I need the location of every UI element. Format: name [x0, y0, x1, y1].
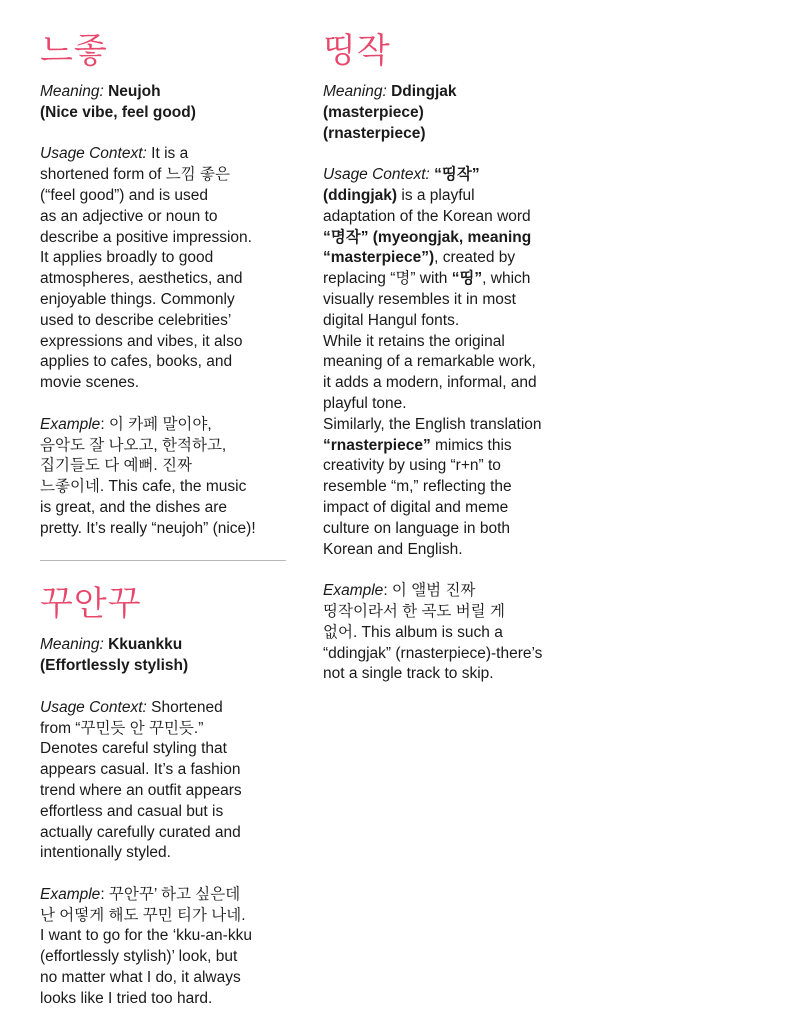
usage-line: as an adjective or noun to — [40, 207, 218, 225]
usage-line: used to describe celebrities’ — [40, 311, 232, 329]
usage-line: It is a — [151, 145, 189, 163]
usage-segment: Korean and English. — [323, 540, 463, 558]
usage-segment: adaptation of the Korean word — [323, 207, 531, 225]
meaning-line: (Nice vibe, feel good) — [40, 103, 196, 121]
example-block — [323, 581, 575, 685]
term-ddingjak — [323, 28, 575, 685]
meaning-block — [40, 635, 292, 677]
meaning-label: Meaning: — [323, 83, 387, 100]
usage-line: Denotes careful styling that — [40, 740, 227, 758]
term-kkuankku — [40, 581, 292, 1009]
example-line: : 이 앨범 진짜 — [383, 582, 476, 600]
example-label: Example — [40, 885, 101, 903]
usage-segment: visually resembles it in most — [323, 290, 516, 308]
meaning-label: Meaning: — [40, 83, 104, 100]
usage-segment: replacing “명” with — [323, 270, 452, 288]
usage-segment: , which — [482, 270, 531, 288]
example-line: 집기들도 다 예뻐. 진짜 — [40, 457, 192, 475]
example-line: 띵작이라서 한 곡도 버릴 게 — [323, 602, 505, 620]
example-line: 느좋이네. This cafe, the music — [40, 478, 247, 496]
example-line: is great, and the dishes are — [40, 498, 227, 516]
usage-line: (“feel good”) and is used — [40, 186, 209, 204]
example-line: 없어. This album is such a — [323, 623, 503, 641]
usage-segment: it adds a modern, informal, and — [323, 374, 537, 392]
usage-line: expressions and vibes, it also — [40, 332, 243, 350]
example-line: looks like I tried too hard. — [40, 989, 213, 1007]
usage-segment: Similarly, the English translation — [323, 415, 542, 433]
romanization: Kkuankku — [108, 636, 183, 654]
example-line: : 이 카페 말이야, — [100, 415, 212, 433]
usage-block — [40, 698, 292, 864]
term-title: 꾸안꾸 — [40, 584, 142, 625]
example-label: Example — [40, 415, 101, 433]
romanization: Ddingjak — [391, 83, 457, 100]
usage-segment: (ddingjak) — [323, 186, 398, 204]
usage-line: Shortened — [151, 698, 223, 716]
usage-segment: “띵작” — [434, 166, 480, 184]
usage-segment: , created by — [434, 249, 516, 267]
usage-segment: creativity by using “r+n” to — [323, 457, 501, 475]
usage-segment: While it retains the original — [323, 332, 505, 350]
example-line: not a single track to skip. — [323, 665, 494, 683]
usage-block — [323, 165, 575, 560]
example-line: “ddingjak” (rnasterpiece)-there’s — [323, 644, 543, 662]
example-line: : 꾸안꾸’ 하고 싶은데 — [100, 885, 241, 903]
section-divider — [40, 560, 286, 561]
usage-line: trend where an outfit appears — [40, 781, 242, 799]
usage-block — [40, 144, 292, 394]
usage-line: describe a positive impression. — [40, 228, 252, 246]
usage-segment: playful tone. — [323, 394, 407, 412]
usage-label: Usage Context: — [40, 698, 147, 716]
usage-segment: is a playful — [397, 186, 475, 204]
usage-segment: meaning of a remarkable work, — [323, 353, 536, 371]
usage-line: enjoyable things. Commonly — [40, 290, 235, 308]
example-block — [40, 885, 292, 1010]
romanization: Neujoh — [108, 83, 161, 100]
usage-label: Usage Context: — [323, 166, 430, 184]
usage-line: atmospheres, aesthetics, and — [40, 270, 243, 288]
usage-line: intentionally styled. — [40, 844, 171, 862]
usage-segment: culture on language in both — [323, 519, 511, 537]
term-title: 느좋 — [40, 31, 108, 71]
meaning-line: (masterpiece) — [323, 103, 424, 121]
usage-segment: impact of digital and meme — [323, 498, 509, 516]
usage-segment: “명작” (myeongjak, meaning — [323, 228, 532, 246]
meaning-label: Meaning: — [40, 636, 104, 654]
usage-segment: “masterpiece”) — [323, 249, 435, 267]
usage-segment: digital Hangul fonts. — [323, 311, 460, 329]
usage-label: Usage Context: — [40, 145, 147, 163]
usage-segment: “띵” — [451, 270, 483, 288]
usage-line: shortened form of 느낌 좋은 — [40, 166, 230, 184]
meaning-line: (rnasterpiece) — [323, 124, 426, 142]
example-line: 난 어떻게 해도 꾸민 티가 나네. — [40, 906, 246, 924]
meaning-line: (Effortlessly stylish) — [40, 657, 189, 675]
meaning-block — [40, 82, 292, 124]
left-column — [40, 28, 292, 1030]
example-line: no matter what I do, it always — [40, 969, 241, 987]
usage-line: appears casual. It’s a fashion — [40, 761, 241, 779]
usage-segment: mimics this — [430, 436, 512, 454]
term-neujoh — [40, 28, 292, 540]
meaning-block — [323, 82, 575, 144]
example-block — [40, 415, 292, 540]
right-column — [323, 28, 575, 706]
usage-segment: resemble “m,” reflecting the — [323, 478, 512, 496]
example-line: (effortlessly stylish)’ look, but — [40, 948, 238, 966]
term-title: 띵작 — [323, 31, 391, 71]
usage-line: from “꾸민듯 안 꾸민듯.” — [40, 719, 204, 737]
usage-line: actually carefully curated and — [40, 823, 241, 841]
example-label: Example — [323, 582, 384, 600]
usage-line: It applies broadly to good — [40, 249, 214, 267]
usage-line: effortless and casual but is — [40, 802, 224, 820]
usage-segment: “rnasterpiece” — [323, 436, 431, 454]
example-line: I want to go for the ‘kku-an-kku — [40, 927, 252, 945]
usage-line: applies to cafes, books, and — [40, 353, 233, 371]
example-line: pretty. It’s really “neujoh” (nice)! — [40, 519, 256, 537]
usage-line: movie scenes. — [40, 374, 140, 392]
example-line: 음악도 잘 나오고, 한적하고, — [40, 436, 227, 454]
